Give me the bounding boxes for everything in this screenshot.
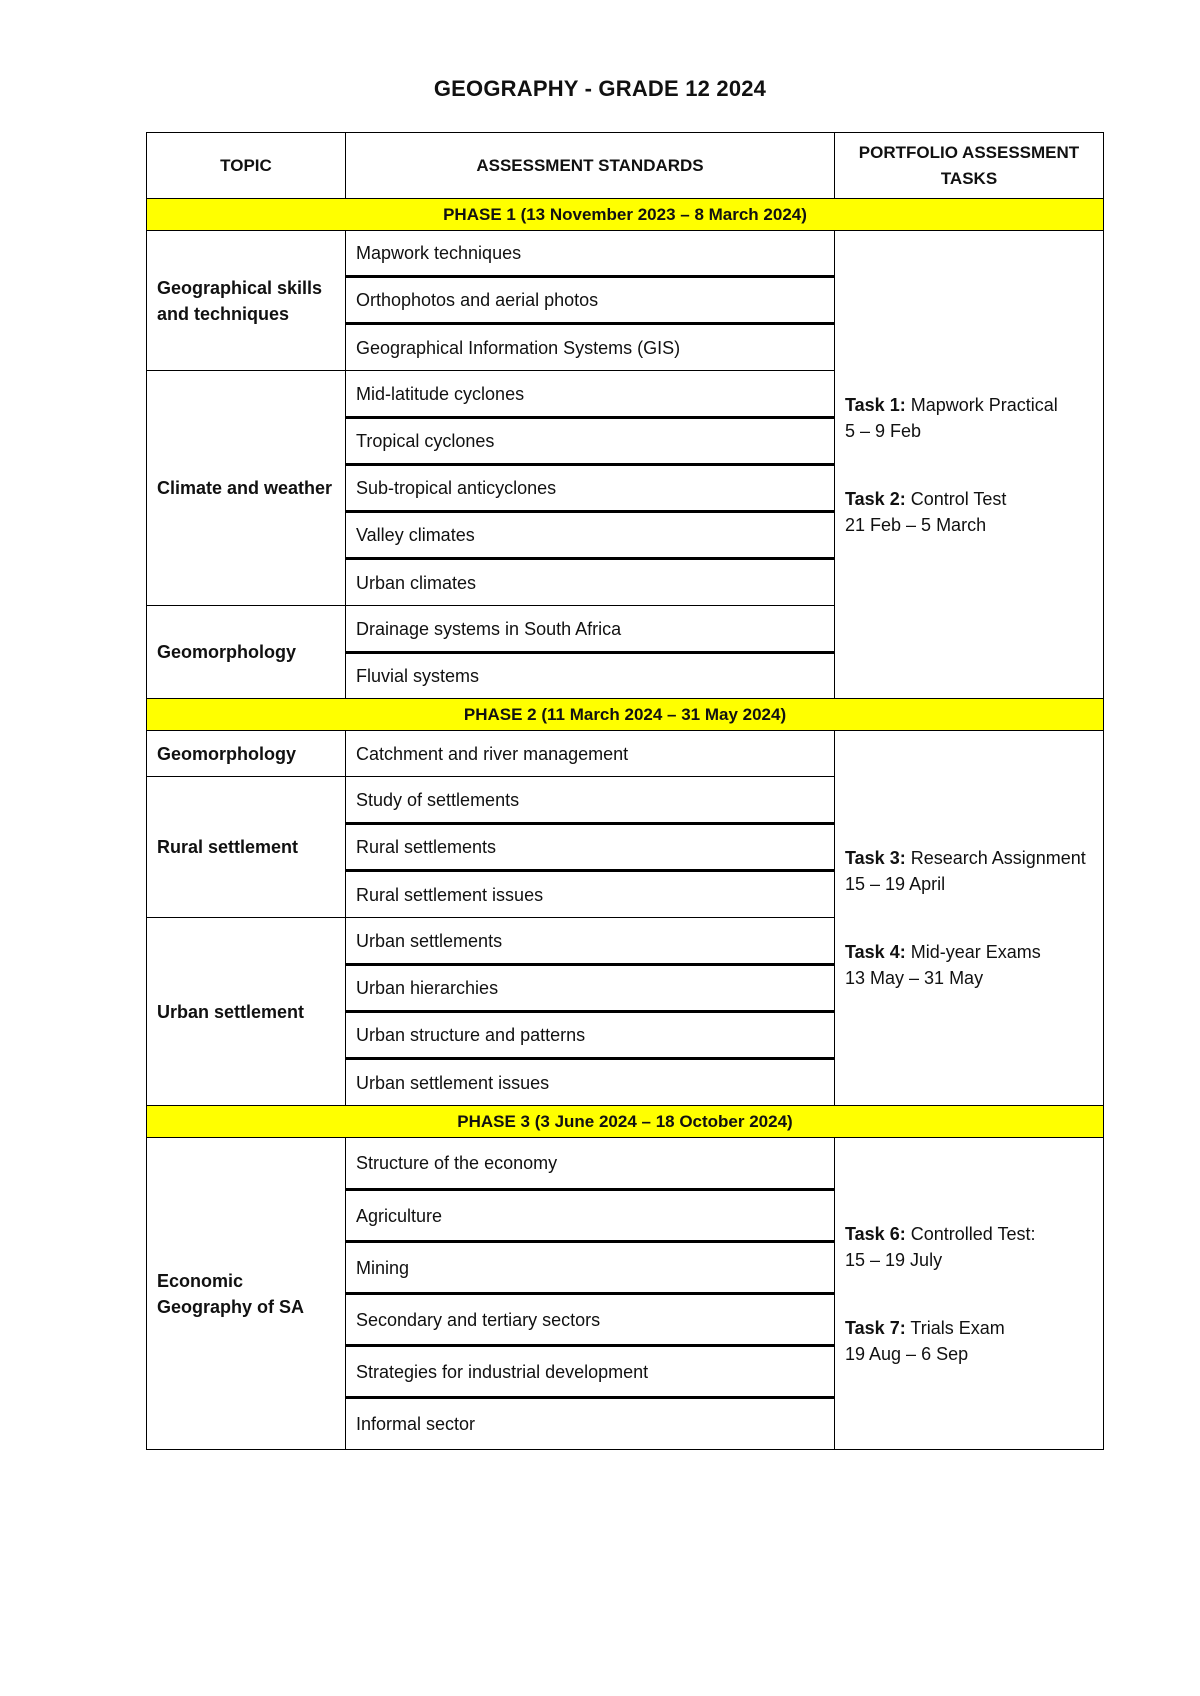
tasks-header: PORTFOLIO ASSESSMENT TASKS [835,133,1104,199]
standard-cell: Geographical Information Systems (GIS) [346,324,835,371]
phase-label: PHASE 3 (3 June 2024 – 18 October 2024) [147,1106,1104,1138]
task-entry [845,1315,1093,1367]
standard-cell: Mapwork techniques [346,231,835,277]
standard-cell: Study of settlements [346,777,835,824]
document-title: GEOGRAPHY - GRADE 12 2024 [433,76,767,101]
topic-cell: Rural settlement [147,777,346,918]
task-dates: 21 Feb – 5 March [845,514,987,535]
standard-cell: Mid-latitude cyclones [346,371,835,418]
standard-cell: Agriculture [346,1190,835,1242]
standard-cell: Urban climates [346,559,835,606]
task-label: Task 6: [845,1223,906,1244]
topic-cell: Economic Geography of SA [147,1138,346,1450]
standard-cell: Sub-tropical anticyclones [346,465,835,512]
task-name: Research Assignment [910,848,1086,868]
tasks-cell [835,231,1104,699]
standards-header: ASSESSMENT STANDARDS [346,133,835,199]
standard-cell: Orthophotos and aerial photos [346,277,835,324]
topic-cell: Geographical skills and techniques [147,231,346,371]
task-entry [845,392,1093,444]
header-row [147,133,1104,199]
standard-cell: Tropical cyclones [346,418,835,465]
standard-cell: Rural settlement issues [346,871,835,918]
task-dates: 15 – 19 April [845,874,946,894]
phase-row [147,1106,1104,1138]
standard-cell: Mining [346,1242,835,1294]
standard-cell: Urban settlement issues [346,1059,835,1106]
task-entry [845,486,1093,538]
standard-cell: Informal sector [346,1398,835,1450]
topic-cell: Climate and weather [147,371,346,606]
standard-cell: Secondary and tertiary sectors [346,1294,835,1346]
task-dates: 5 – 9 Feb [845,420,922,441]
phase-label: PHASE 2 (11 March 2024 – 31 May 2024) [147,699,1104,731]
task-name: Trials Exam [910,1317,1005,1338]
task-label: Task 4: [845,942,906,962]
standard-cell: Rural settlements [346,824,835,871]
task-name: Controlled Test: [910,1223,1036,1244]
task-dates: 13 May – 31 May [845,968,984,988]
standard-cell: Fluvial systems [346,653,835,699]
task-label: Task 2: [845,488,906,509]
standard-row [147,731,1104,777]
task-name: Mapwork Practical [910,394,1058,415]
standard-cell: Catchment and river management [346,731,835,777]
task-dates: 19 Aug – 6 Sep [845,1343,969,1364]
topic-cell: Urban settlement [147,918,346,1106]
standard-cell: Structure of the economy [346,1138,835,1190]
task-label: Task 1: [845,394,906,415]
topic-cell: Geomorphology [147,606,346,699]
phase-row [147,699,1104,731]
task-dates: 15 – 19 July [845,1249,943,1270]
topic-header: TOPIC [147,133,346,199]
task-name: Mid-year Exams [910,942,1041,962]
phase-label: PHASE 1 (13 November 2023 – 8 March 2024) [147,199,1104,231]
standard-row [147,231,1104,277]
standard-cell: Urban settlements [346,918,835,965]
standard-cell: Urban hierarchies [346,965,835,1012]
task-entry [845,845,1093,897]
standard-cell: Drainage systems in South Africa [346,606,835,653]
standard-cell: Urban structure and patterns [346,1012,835,1059]
topic-cell: Geomorphology [147,731,346,777]
task-label: Task 7: [845,1317,906,1338]
standard-cell: Strategies for industrial development [346,1346,835,1398]
task-name: Control Test [910,488,1007,509]
standard-cell: Valley climates [346,512,835,559]
tasks-cell [835,731,1104,1106]
tasks-cell [835,1138,1104,1450]
standard-row [147,1138,1104,1190]
phase-row [147,199,1104,231]
task-label: Task 3: [845,848,906,868]
task-entry [845,1221,1093,1273]
assessment-schedule-table [146,132,1104,1450]
task-entry [845,939,1093,991]
